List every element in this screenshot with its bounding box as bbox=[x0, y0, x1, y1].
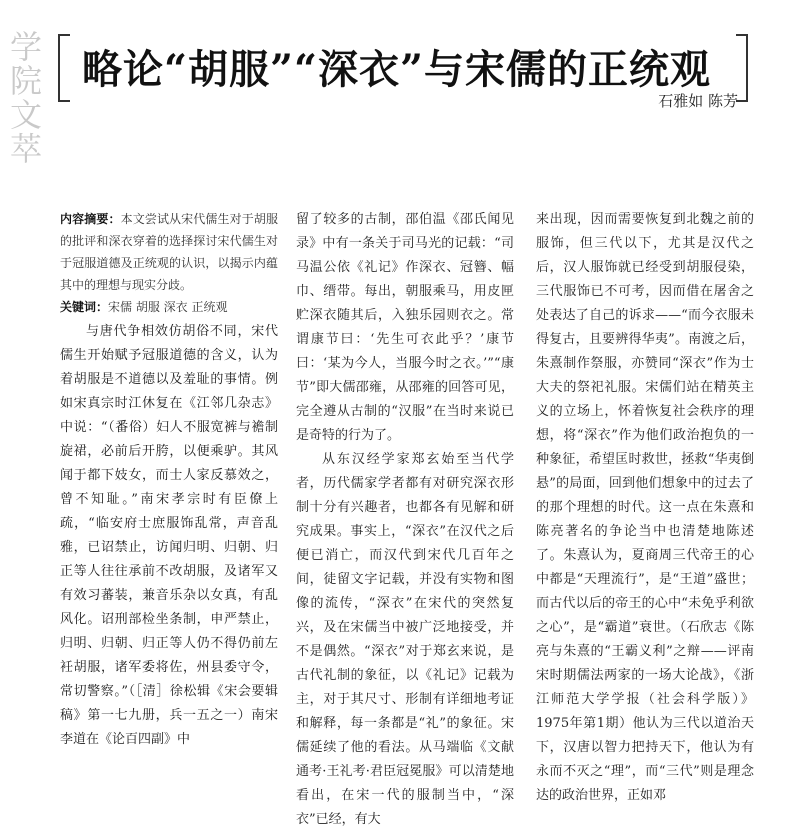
abstract-block bbox=[60, 208, 278, 318]
column-1 bbox=[60, 320, 278, 747]
abstract-label: 内容摘要： bbox=[60, 212, 121, 226]
keywords bbox=[60, 296, 278, 318]
side-label-char: 院 bbox=[9, 62, 42, 100]
paragraph: 与唐代争相效仿胡俗不同，宋代儒生开始赋予冠服道德的含义，认为着胡服是不道德以及羞耻的事情。例如宋真宗时江休复在《江邻几杂志》中说：“（番俗）妇人不服宽裤与襜制旋裙，必前后开胯，以便乘驴。其风闻于都下妓女，而士人家反慕效之，曾不知耻。”南宋孝宗时有臣僚上疏，“临安府士庶服饰乱常，声音乱雅，已诏禁止，访闻归明、归朝、归正等人往往承前不改胡服，及诸军又有效习蕃装，兼音乐杂以女真，有乱风化。诏刑部检坐条制，申严禁止，归明、归朝、归正等人仍不得仍前左衽胡服，诸军委将佐，州县委守令，常切警察。”（［清］徐松辑《宋会要辑稿》第一七九册，兵一五之一）南宋李道在《论百四副》中 bbox=[60, 324, 278, 747]
abstract-text: 本文尝试从宋代儒生对于胡服的批评和深衣穿着的选择探讨宋代儒生对于冠服道德及正统观的认识，以揭示内蕴其中的理想与现实分歧。 bbox=[60, 212, 278, 292]
article-authors: 石雅如 陈芳 bbox=[658, 92, 738, 110]
abstract bbox=[60, 208, 278, 296]
keywords-text: 宋儒 胡服 深衣 正统观 bbox=[108, 300, 228, 314]
paragraph: 留了较多的古制，邵伯温《邵氏闻见录》中有一条关于司马光的记载：“司马温公依《礼记》作深衣、冠簪、幅巾、缙带。每出，朝服乘马，用皮匣贮深衣随其后，入独乐园则衣之。常谓康节曰：‘先生可衣此乎？’康节曰：‘某为今人，当服今时之衣。’”“康节”即大儒邵雍，从邵雍的回答可见，完全遵从古制的“汉服”在当时来说已是奇特的行为了。 bbox=[296, 212, 514, 443]
column-2 bbox=[296, 208, 514, 827]
article-title: 略论“胡服”“深衣”与宋儒的正统观 bbox=[82, 46, 712, 93]
keywords-label: 关键词： bbox=[60, 300, 109, 314]
side-label-char: 文 bbox=[9, 96, 42, 134]
title-frame bbox=[58, 24, 748, 100]
column-3 bbox=[536, 208, 754, 803]
paragraph: 来出现，因而需要恢复到北魏之前的服饰，但三代以下，尤其是汉代之后，汉人服饰就已经受到胡服侵染，三代服饰已不可考，因而借在屠舍之处表达了自己的诉求——“而今衣服未得复古，且要辨得华夷”。南渡之后，朱熹制作祭服，亦赞同“深衣”作为士大夫的祭祀礼服。宋儒们站在精英主义的立场上，怀着恢复社会秩序的理想，将“深衣”作为他们政治抱负的一种象征，希望匡时救世，拯救“华夷倒悬”的局面，回到他们想象中的过去了的那个理想的时代。这一点在朱熹和陈亮著名的争论当中也清楚地陈述了。朱熹认为，夏商周三代帝王的心中都是“天理流行”，是“王道”盛世；而古代以后的帝王的心中“未免乎利欲之心”，是“霸道”衰世。（石欣志《陈亮与朱熹的“王霸义利”之辩——评南宋时期儒法两家的一场大论战》，《浙江师范大学学报（社会科学版）》1975年第1期）他认为三代以道治天下，汉唐以智力把持天下，他认为有永而不灭之“理”，而“三代”则是理念达的政治世界，正如邓 bbox=[536, 212, 754, 803]
side-label-char: 萃 bbox=[9, 130, 42, 168]
side-label bbox=[8, 30, 44, 166]
paragraph: 从东汉经学家郑玄始至当代学者，历代儒家学者都有对研究深衣形制十分有兴趣者，也都各有见解和研究成果。事实上，“深衣”在汉代之后便已消亡，而汉代到宋代几百年之间，徒留文字记载，并没有实物和图像的流传，“深衣”在宋代的突然复兴，及在宋儒当中被广泛地接受，并不是偶然。“深衣”对于郑玄来说，是古代礼制的象征，以《礼记》记载为主，对于其尺寸、形制有详细地考证和解释，每一条都是“礼”的象征。宋儒延续了他的看法。从马端临《文献通考·王礼考·君臣冠冕服》可以清楚地看出，在宋一代的服制当中，“深衣”已经，有大 bbox=[296, 452, 514, 827]
title-bracket-left bbox=[58, 34, 70, 102]
side-label-char: 学 bbox=[9, 28, 42, 66]
